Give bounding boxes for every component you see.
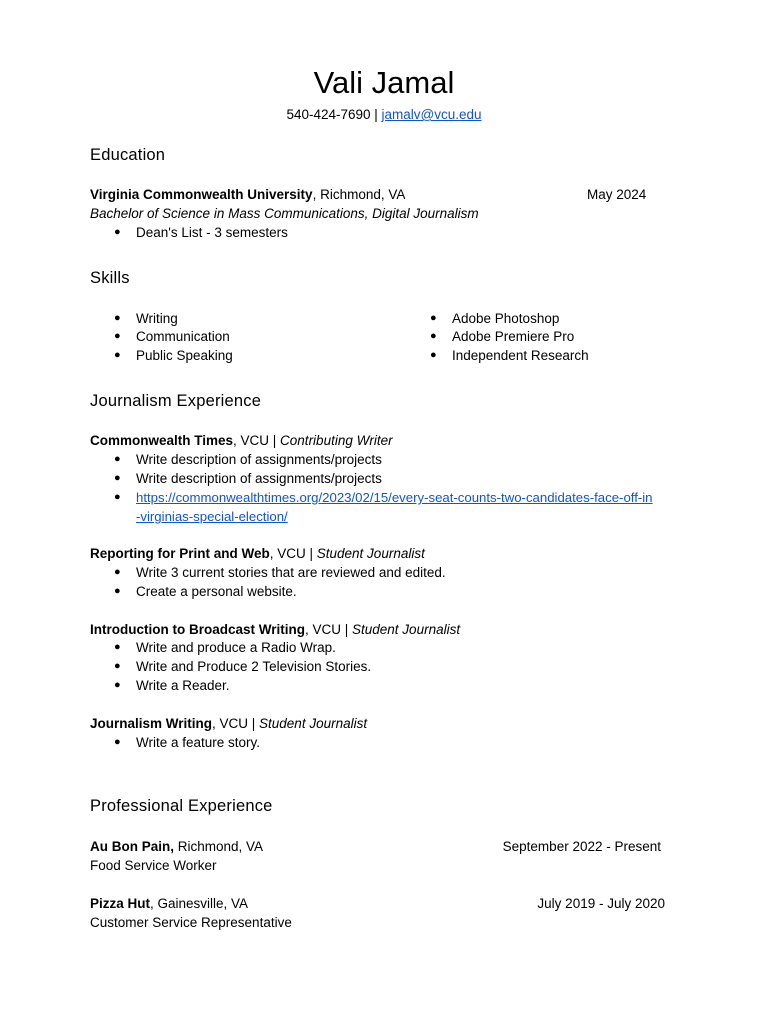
bullet-icon: ● bbox=[114, 679, 121, 691]
skill-item: Adobe Photoshop bbox=[452, 311, 560, 326]
journalism-heading: Journalism Experience bbox=[90, 392, 262, 410]
bullet-icon: ● bbox=[114, 660, 121, 672]
article-link-continuation[interactable]: -virginias-special-election/ bbox=[136, 509, 288, 524]
school-name: Virginia Commonwealth University bbox=[90, 187, 313, 202]
skill-item: Adobe Premiere Pro bbox=[452, 329, 575, 344]
bullet-icon: ● bbox=[114, 330, 121, 342]
bullet-icon: ● bbox=[114, 453, 121, 465]
role-name: Contributing Writer bbox=[280, 433, 393, 448]
org-place: , VCU | bbox=[269, 546, 317, 561]
skill-item: Communication bbox=[136, 329, 230, 344]
bullet-icon: ● bbox=[430, 330, 437, 342]
journalism-entry-title bbox=[90, 715, 367, 732]
org-name: Journalism Writing bbox=[90, 716, 213, 731]
employer-location: , Gainesville, VA bbox=[150, 896, 249, 911]
journalism-bullet: Write a feature story. bbox=[136, 735, 261, 750]
school-location: , Richmond, VA bbox=[312, 187, 406, 202]
bullet-icon: ● bbox=[114, 736, 121, 748]
org-name: Commonwealth Times bbox=[90, 433, 234, 448]
bullet-icon: ● bbox=[114, 312, 121, 324]
role-name: Student Journalist bbox=[316, 546, 425, 561]
professional-heading: Professional Experience bbox=[90, 797, 273, 815]
education-bullet: Dean's List - 3 semesters bbox=[136, 225, 288, 240]
bullet-icon: ● bbox=[430, 349, 437, 361]
journalism-bullet: Write a Reader. bbox=[136, 678, 230, 693]
bullet-icon: ● bbox=[114, 641, 121, 653]
journalism-entry-title bbox=[90, 545, 425, 562]
org-name: Reporting for Print and Web bbox=[90, 546, 270, 561]
role-name: Student Journalist bbox=[259, 716, 368, 731]
role-name: Student Journalist bbox=[352, 622, 461, 637]
resume-name: Vali Jamal bbox=[313, 65, 455, 100]
skills-heading: Skills bbox=[90, 269, 130, 287]
contact-separator: | bbox=[370, 107, 382, 122]
org-place: , VCU | bbox=[212, 716, 260, 731]
email-link[interactable]: jamalv@vcu.edu bbox=[381, 107, 482, 122]
phone-number: 540-424-7690 bbox=[286, 107, 371, 122]
article-link[interactable]: https://commonwealthtimes.org/2023/02/15/every-seat-counts-two-candidates-face-off-in bbox=[136, 490, 653, 505]
job-dates: September 2022 - Present bbox=[502, 839, 661, 854]
org-place: , VCU | bbox=[305, 622, 353, 637]
journalism-bullet: Create a personal website. bbox=[136, 584, 297, 599]
education-date: May 2024 bbox=[587, 187, 647, 202]
skill-item: Public Speaking bbox=[136, 348, 233, 363]
bullet-icon: ● bbox=[114, 226, 121, 238]
bullet-icon: ● bbox=[114, 585, 121, 597]
bullet-icon: ● bbox=[114, 566, 121, 578]
job-position: Customer Service Representative bbox=[90, 915, 292, 930]
job-title-line bbox=[90, 838, 263, 855]
job-title-line bbox=[90, 895, 248, 912]
job-position: Food Service Worker bbox=[90, 858, 217, 873]
education-school-line bbox=[90, 186, 405, 203]
journalism-bullet: Write and produce a Radio Wrap. bbox=[136, 640, 336, 655]
journalism-bullet: Write and Produce 2 Television Stories. bbox=[136, 659, 372, 674]
degree-name: Bachelor of Science in Mass Communications, Digital Journalism bbox=[90, 206, 479, 221]
skill-item: Independent Research bbox=[452, 348, 589, 363]
contact-line bbox=[0, 106, 768, 123]
skill-item: Writing bbox=[136, 311, 178, 326]
journalism-entry-title bbox=[90, 621, 460, 638]
employer-location: Richmond, VA bbox=[174, 839, 264, 854]
employer-name: Au Bon Pain, bbox=[90, 839, 174, 854]
education-heading: Education bbox=[90, 146, 166, 164]
journalism-bullet: Write description of assignments/projects bbox=[136, 452, 382, 467]
journalism-bullet: Write 3 current stories that are reviewed and edited. bbox=[136, 565, 446, 580]
org-place: , VCU | bbox=[233, 433, 281, 448]
bullet-icon: ● bbox=[114, 349, 121, 361]
bullet-icon: ● bbox=[114, 472, 121, 484]
journalism-entry-title bbox=[90, 432, 393, 449]
employer-name: Pizza Hut bbox=[90, 896, 151, 911]
job-dates: July 2019 - July 2020 bbox=[537, 896, 665, 911]
journalism-bullet: Write description of assignments/projects bbox=[136, 471, 382, 486]
bullet-icon: ● bbox=[114, 491, 121, 503]
bullet-icon: ● bbox=[430, 312, 437, 324]
org-name: Introduction to Broadcast Writing bbox=[90, 622, 305, 637]
